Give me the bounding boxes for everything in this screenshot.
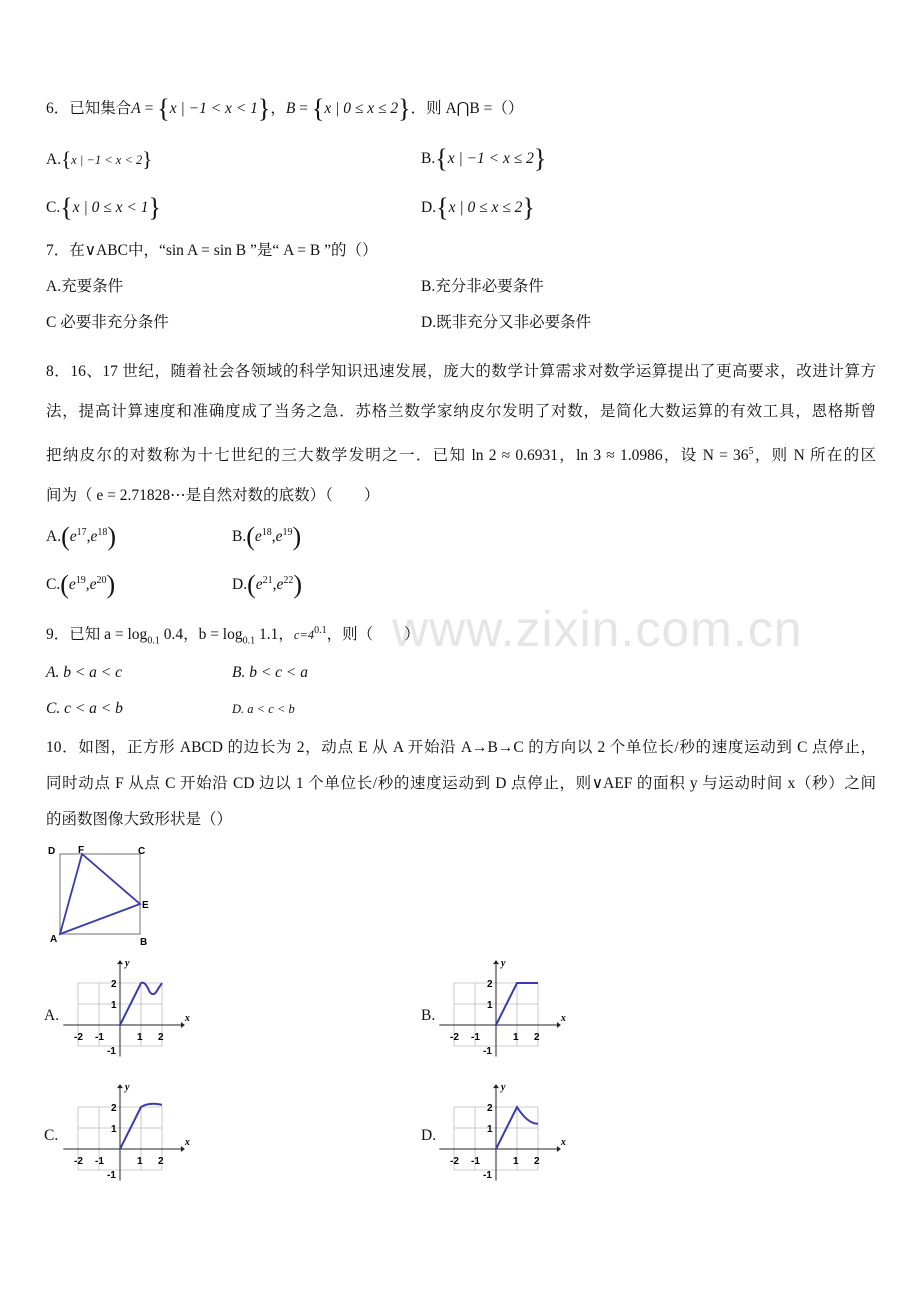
y-arrow	[493, 960, 499, 964]
y-tick-label: 1	[487, 1124, 493, 1135]
q9-option-b[interactable]: B. b < c < a	[232, 664, 309, 681]
graph-a[interactable]	[62, 958, 192, 1058]
x-tick-label: 1	[513, 1156, 519, 1167]
q6-stem: 6．已知集合A = {x | −1 < x < 1}，B = {x | 0 ≤ x ≤ 2}．则 A⋂B =（）	[46, 94, 524, 123]
y-tick-label: 2	[111, 979, 117, 990]
y-arrow	[493, 1084, 499, 1088]
q8-option-b[interactable]: $B.(e^{18},e^{19})$	[232, 522, 302, 552]
x-tick-label: -2	[74, 1032, 83, 1043]
x-tick-label: -1	[471, 1032, 480, 1043]
x-tick-label: -2	[74, 1156, 83, 1167]
q6-option-c[interactable]: C.{x | 0 ≤ x < 1}	[46, 193, 161, 222]
q9-option-c[interactable]: C. c < a < b	[46, 700, 123, 717]
label-c: C	[138, 846, 146, 857]
graph-b[interactable]	[438, 958, 568, 1058]
y-tick-label: -1	[483, 1046, 492, 1057]
y-tick-label: 2	[487, 1103, 493, 1114]
label-b: B	[140, 937, 148, 948]
x-tick-label: -1	[95, 1156, 104, 1167]
y-tick-label: 2	[487, 979, 493, 990]
q7-option-d[interactable]: D.既非充分又非必要条件	[421, 314, 592, 331]
x-tick-label: 2	[534, 1032, 540, 1043]
y-tick-label: -1	[107, 1170, 116, 1181]
y-tick-label: 2	[111, 1103, 117, 1114]
graph-d[interactable]	[438, 1082, 568, 1182]
q10-option-b[interactable]: B.	[421, 1007, 436, 1024]
q10-option-c[interactable]: C.	[44, 1127, 59, 1144]
q10-option-a[interactable]: A.	[44, 1007, 60, 1024]
x-tick-label: 2	[158, 1032, 164, 1043]
q8-option-d[interactable]: $D.(e^{21},e^{22})$	[232, 570, 303, 600]
y-axis-label: y	[125, 958, 130, 970]
label-d: D	[48, 846, 56, 857]
graph-c[interactable]	[62, 1082, 192, 1182]
q6-option-d[interactable]: D.{x | 0 ≤ x ≤ 2}	[421, 193, 535, 222]
label-e: E	[142, 900, 149, 911]
y-tick-label: 1	[111, 1124, 117, 1135]
square-diagram	[44, 842, 154, 952]
y-arrow	[117, 1084, 123, 1088]
x-axis-label: x	[184, 1013, 190, 1024]
x-tick-label: -2	[450, 1156, 459, 1167]
x-tick-label: 1	[137, 1156, 143, 1167]
y-tick-label: 1	[111, 1000, 117, 1011]
q7-stem: 7．在∨ABC中，“sin A = sin B ”是“ A = B ”的（）	[46, 242, 378, 259]
q6-option-a[interactable]: A.{x | −1 < x < 2}	[46, 147, 153, 171]
y-tick-label: 1	[487, 1000, 493, 1011]
x-axis-label: x	[560, 1013, 566, 1024]
y-axis-label: y	[501, 1082, 506, 1094]
q7-option-b[interactable]: B.充分非必要条件	[421, 278, 544, 295]
x-tick-label: -1	[471, 1156, 480, 1167]
q7-option-a[interactable]: A.充要条件	[46, 278, 124, 295]
watermark: www.zixin.com.cn	[392, 601, 803, 657]
x-tick-label: -1	[95, 1032, 104, 1043]
x-tick-label: -2	[450, 1032, 459, 1043]
x-tick-label: 2	[534, 1156, 540, 1167]
y-arrow	[117, 960, 123, 964]
y-axis-label: y	[501, 958, 506, 970]
q10-stem: 10．如图，正方形 ABCD 的边长为 2，动点 E 从 A 开始沿 A→B→C 的方向以 2 个单位长/秒的速度运动到 C 点停止， 同时动点 F 从点 C 开始沿 CD 边以 1 个单位长/秒的速度运动到 D 点停止，则∨AEF 的面积 y 与运动时间 x（秒）之间 的函数图像大致形状是（）	[46, 739, 876, 828]
label-a: A	[50, 934, 58, 945]
label-f: F	[78, 845, 85, 856]
y-tick-label: -1	[483, 1170, 492, 1181]
y-axis-label: y	[125, 1082, 130, 1094]
q6-option-b[interactable]: B.{x | −1 < x ≤ 2}	[421, 144, 547, 173]
q10-option-d[interactable]: D.	[421, 1127, 437, 1144]
q8-option-a[interactable]: $A.(e^{17},e^{18})$	[46, 522, 117, 552]
q7-option-c[interactable]: C 必要非充分条件	[46, 314, 169, 331]
x-axis-label: x	[184, 1137, 190, 1148]
x-tick-label: 1	[137, 1032, 143, 1043]
y-tick-label: -1	[107, 1046, 116, 1057]
q8-stem: 8．16、17 世纪，随着社会各领域的科学知识迅速发展，庞大的数学计算需求对数学运算提出了更高要求，改进计算方 法，提高计算速度和准确度成了当务之急．苏格兰数学家纳皮尔发明了对数，是简化大数运算的有效工具，恩格斯曾 把纳皮尔的对数称为十七世纪的三大数学发明之一．已知 ln 2 ≈ 0.6931，ln 3 ≈ 1.0986，设 $N = 36^5$，则 N 所在的区 间为（ e = 2.71828⋯是自然对数的底数）（ ）	[46, 363, 876, 505]
x-axis-label: x	[560, 1137, 566, 1148]
q9-stem: 9．已知 $a = \log_{0.1} 0.4$，$b = \log_{0.1} 1.1$，$c=4^{0.1}$，则（ ）	[46, 625, 420, 647]
x-tick-label: 2	[158, 1156, 164, 1167]
q9-option-a[interactable]: A. b < a < c	[46, 664, 123, 681]
x-tick-label: 1	[513, 1032, 519, 1043]
q9-option-d[interactable]: D. a < c < b	[232, 702, 295, 716]
q8-option-c[interactable]: $C.(e^{19},e^{20})$	[46, 570, 116, 600]
